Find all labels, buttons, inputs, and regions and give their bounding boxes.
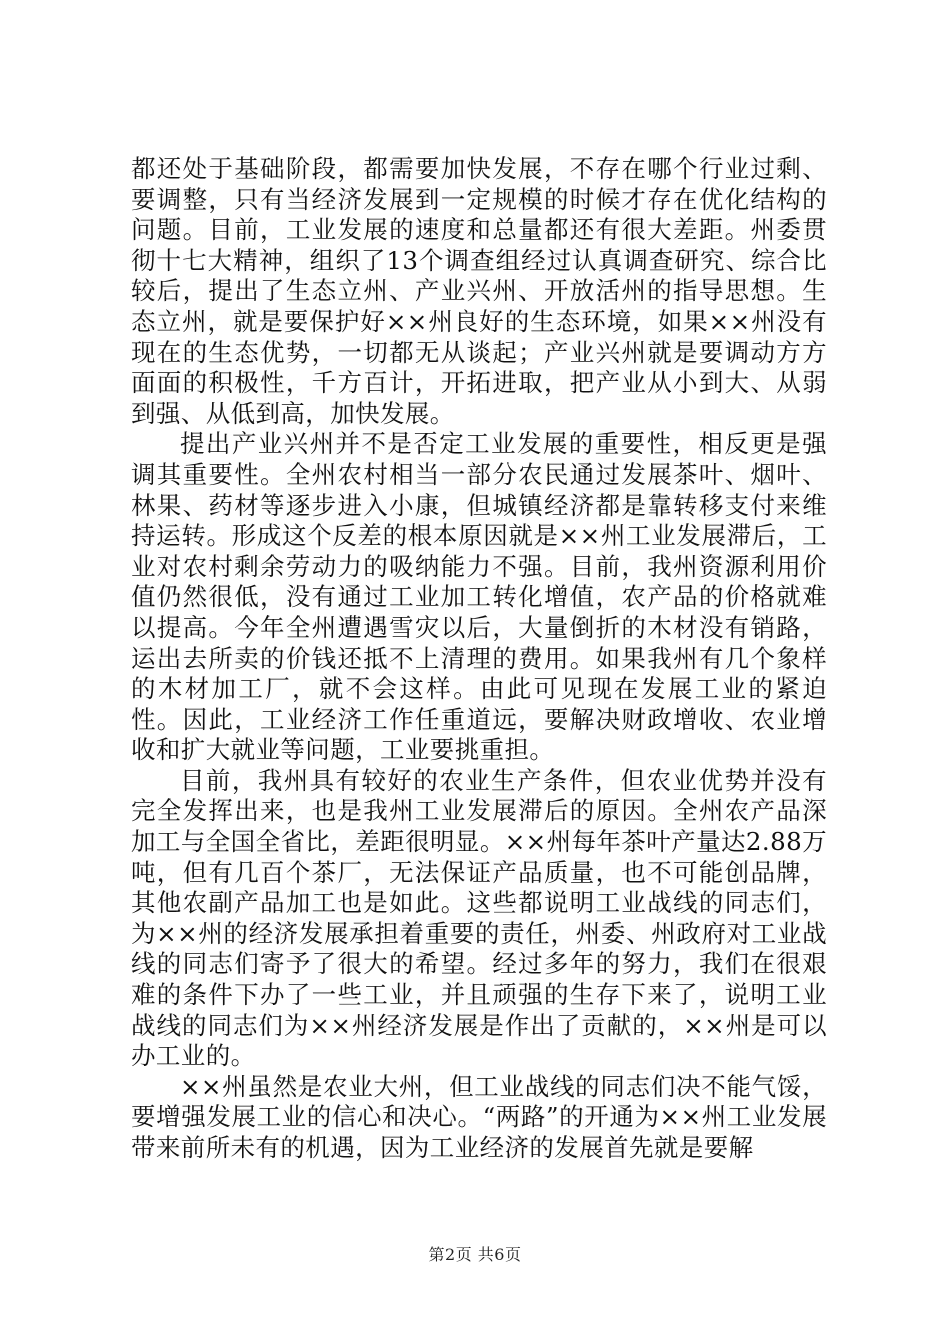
paragraph-2: 提出产业兴州并不是否定工业发展的重要性，相反更是强调其重要性。全州农村相当一部分农民通过发展茶叶、烟叶、林果、药材等逐步进入小康，但城镇经济都是靠转移支付来维持运转。形成这个反差的根本原因就是××州工业发展滞后，工业对农村剩余劳动力的吸纳能力不强。目前，我州资源利用价值仍然很低，没有通过工业加工转化增值，农产品的价格就难以提高。今年全州遭遇雪灾以后，大量倒折的木材没有销路，运出去所卖的价钱还抵不上清理的费用。如果我州有几个象样的木材加工厂，就不会这样。由此可见现在发展工业的紧迫性。因此，工业经济工作任重道远，要解决财政增收、农业增收和扩大就业等问题，工业要挑重担。: [131, 429, 827, 765]
paragraph-3: 目前，我州具有较好的农业生产条件，但农业优势并没有完全发挥出来，也是我州工业发展滞后的原因。全州农产品深加工与全国全省比，差距很明显。××州每年茶叶产量达2.88万吨，但有几百个茶厂，无法保证产品质量，也不可能创品牌，其他农副产品加工也是如此。这些都说明工业战线的同志们，为××州的经济发展承担着重要的责任，州委、州政府对工业战线的同志们寄予了很大的希望。经过多年的努力，我们在很艰难的条件下办了一些工业，并且顽强的生存下来了，说明工业战线的同志们为××州经济发展是作出了贡献的，××州是可以办工业的。: [131, 765, 827, 1071]
body-text: [131, 154, 827, 1164]
paragraph-1: 都还处于基础阶段，都需要加快发展，不存在哪个行业过剩、要调整，只有当经济发展到一定规模的时候才存在优化结构的问题。目前，工业发展的速度和总量都还有很大差距。州委贯彻十七大精神，组织了13个调查组经过认真调查研究、综合比较后，提出了生态立州、产业兴州、开放活州的指导思想。生态立州，就是要保护好××州良好的生态环境，如果××州没有现在的生态优势，一切都无从谈起；产业兴州就是要调动方方面面的积极性，千方百计，开拓进取，把产业从小到大、从弱到强、从低到高，加快发展。: [131, 154, 827, 428]
page-number-footer: 第2页 共6页: [428, 1245, 522, 1264]
paragraph-4: ××州虽然是农业大州，但工业战线的同志们决不能气馁，要增强发展工业的信心和决心。“两路”的开通为××州工业发展带来前所未有的机遇，因为工业经济的发展首先就是要解: [131, 1071, 827, 1162]
